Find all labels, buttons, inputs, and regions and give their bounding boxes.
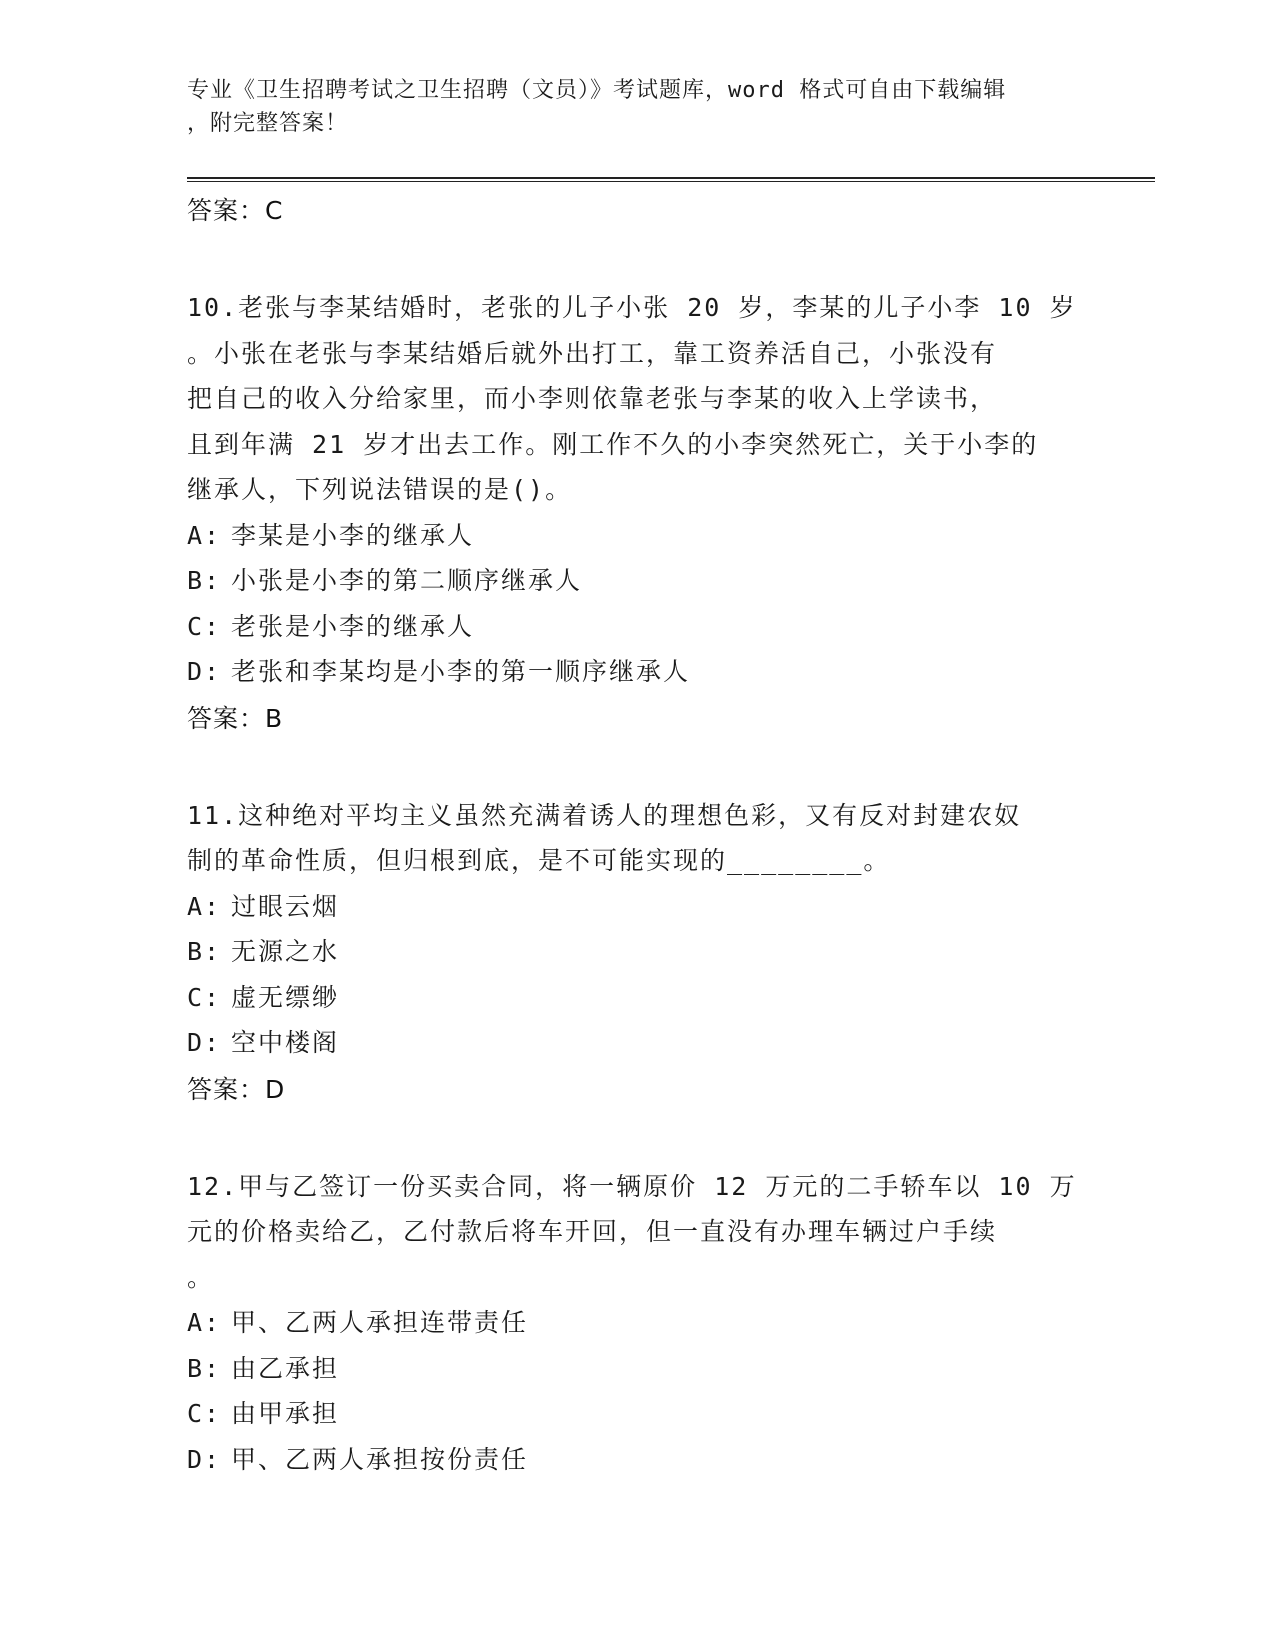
stem-line: 。 [187,1262,215,1292]
question-12 [187,1164,1087,1483]
option-letter: A: [187,520,222,550]
option-letter: C: [187,1399,222,1428]
document-body [187,187,1087,1482]
header-line-2: ，附完整答案！ [187,111,349,136]
option-text: 老张和李某均是小李的第一顺序继承人 [231,657,691,686]
option-a [187,1300,1087,1346]
option-d [187,1437,1087,1483]
option-text: 过眼云烟 [231,891,340,921]
option-letter: A: [187,1308,222,1337]
option-text: 由甲承担 [231,1399,340,1428]
option-d [187,1020,1087,1066]
question-10 [187,285,1087,743]
question-answer: 答案：B [187,703,284,733]
question-stem [187,793,1087,884]
question-answer: 答案：D [187,1074,286,1104]
header-divider [187,177,1155,182]
option-text: 甲、乙两人承担按份责任 [231,1444,529,1474]
previous-answer: 答案：C [187,196,284,225]
option-b [187,558,1087,604]
question-stem [187,1164,1087,1301]
option-letter: C: [187,611,222,641]
stem-line: 把自己的收入分给家里，而小李则依靠老张与李某的收入上学读书， [187,384,998,413]
option-letter: D: [187,657,222,686]
option-text: 甲、乙两人承担连带责任 [231,1308,529,1337]
stem-line: 元的价格卖给乙，乙付款后将车开回，但一直没有办理车辆过户手续 [187,1217,998,1246]
stem-line: 。小张在老张与李某结婚后就外出打工，靠工资养活自己，小张没有 [187,338,998,368]
option-c [187,604,1087,650]
option-text: 老张是小李的继承人 [231,611,475,641]
header-line-1: 专业《卫生招聘考试之卫生招聘（文员）》考试题库，word 格式可自由下载编辑 [187,78,1007,103]
stem-line: 制的革命性质，但归根到底，是不可能实现的________。 [187,846,891,875]
option-text: 由乙承担 [231,1353,340,1383]
question-stem [187,285,1087,513]
option-a [187,513,1087,559]
option-text: 李某是小李的继承人 [231,520,475,550]
page-header [187,74,1067,140]
option-b [187,929,1087,975]
option-letter: B: [187,937,222,966]
option-d [187,649,1087,695]
stem-line: 继承人，下列说法错误的是()。 [187,475,573,504]
option-text: 虚无缥缈 [231,982,340,1012]
option-letter: D: [187,1028,222,1057]
option-c [187,975,1087,1021]
option-letter: D: [187,1444,222,1474]
option-letter: B: [187,1353,222,1383]
option-text: 空中楼阁 [231,1028,340,1057]
option-b [187,1346,1087,1392]
option-a [187,884,1087,930]
option-c [187,1391,1087,1437]
stem-line: 10.老张与李某结婚时，老张的儿子小张 20 岁，李某的儿子小李 10 岁 [187,293,1077,322]
stem-line: 11.这种绝对平均主义虽然充满着诱人的理想色彩，又有反对封建农奴 [187,800,1022,830]
option-text: 无源之水 [231,937,340,966]
option-letter: A: [187,891,222,921]
option-letter: C: [187,982,222,1012]
option-letter: B: [187,566,222,595]
stem-line: 12.甲与乙签订一份买卖合同，将一辆原价 12 万元的二手轿车以 10 万 [187,1171,1077,1201]
stem-line: 且到年满 21 岁才出去工作。刚工作不久的小李突然死亡，关于小李的 [187,429,1039,459]
option-text: 小张是小李的第二顺序继承人 [231,566,583,595]
question-11 [187,793,1087,1114]
